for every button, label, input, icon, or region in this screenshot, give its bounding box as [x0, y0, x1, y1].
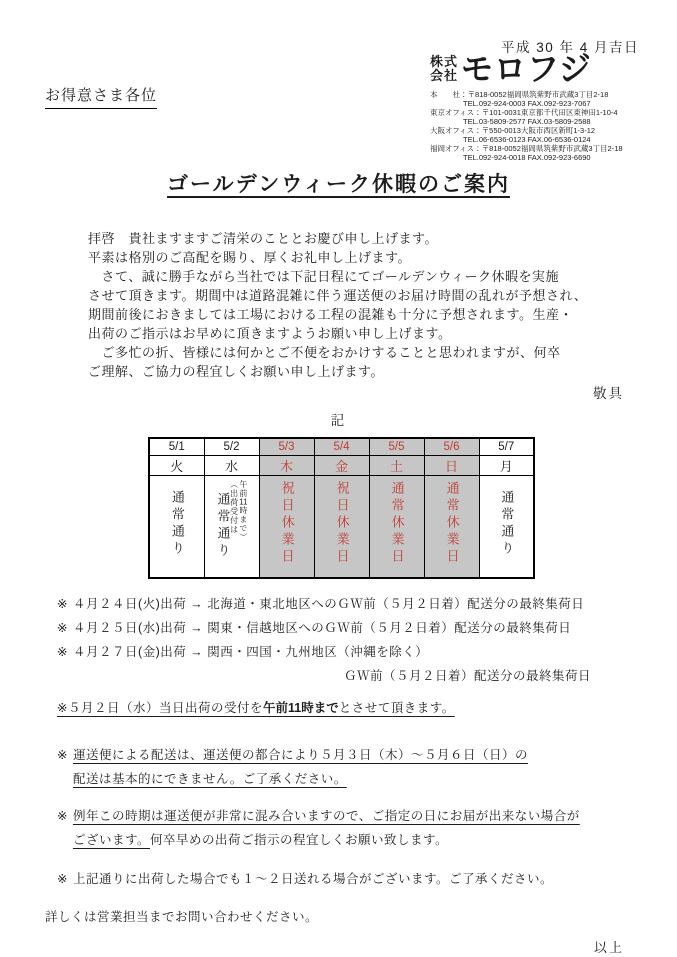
- deadline-bold-time: 午前11時まで: [263, 700, 339, 715]
- recipient-line: お得意さま各位: [45, 84, 157, 109]
- calendar-weekday-cell: 土: [369, 455, 424, 475]
- calendar-date-cell: 5/7: [479, 438, 534, 455]
- closing-keigu: 敬具: [593, 386, 624, 401]
- deadline-note: ※５月２日（水）当日出荷の受付を午前11時までとさせて頂きます。: [57, 700, 455, 715]
- calendar-status-note: 午前11時まで）: [238, 479, 248, 542]
- calendar-weekday-cell: 火: [149, 455, 204, 475]
- courier-note: ※ 運送便による配送は、運送便の都合により５月３日（木）～５月６日（日）の 配送は基本的にできません。ご了承ください。: [57, 747, 528, 786]
- calendar-date-cell: 5/2: [204, 438, 259, 455]
- body-line: さて、誠に勝手ながら当社では下記日程にてゴールデンウィーク休暇を実施: [88, 269, 559, 284]
- contact-line: 詳しくは営業担当までお問い合わせください。: [45, 909, 319, 924]
- shipping-note-continuation: ＧＷ前（５月２日着）配送分の最終集荷日: [344, 668, 592, 683]
- shipping-note: ※ ４月２７日(金)出荷 → 関西・四国・九州地区（沖縄を除く）: [57, 644, 429, 659]
- body-line: ご多忙の折、皆様には何かとご不便をおかけすることと思われますが、何卒: [88, 345, 561, 360]
- calendar-status-cell: 通常休業日: [369, 475, 424, 578]
- calendar-weekday-row: [149, 455, 534, 475]
- office-tokyo: 東京オフィス：〒101-0031東京都千代田区東神田1-10-4 TEL.03-5809-2577 FAX.03-5809-2588: [430, 108, 618, 126]
- calendar-date-cell: 5/1: [149, 438, 204, 455]
- calendar-status-cell: 通常通り: [149, 475, 204, 578]
- page-title: ゴールデンウィーク休暇のご案内: [167, 173, 510, 196]
- end-marker: 以上: [593, 939, 624, 955]
- calendar-weekday-cell: 日: [424, 455, 479, 475]
- calendar-weekday-cell: 水: [204, 455, 259, 475]
- holiday-calendar-table: [148, 437, 535, 579]
- shipping-deadline-notes: [57, 592, 632, 688]
- office-fukuoka: 福岡オフィス：〒818-0052福岡県筑紫野市武蔵3丁目2-18 TEL.092-924-0018 FAX.092-923-6690: [430, 144, 623, 162]
- office-address-block: [430, 90, 677, 162]
- document-date: 平成 30 年 4 月吉日: [500, 40, 639, 55]
- calendar-date-cell: 5/6: [424, 438, 479, 455]
- calendar-status-cell: 通常通り: [479, 475, 534, 578]
- calendar-weekday-cell: 金: [314, 455, 369, 475]
- calendar-weekday-cell: 木: [259, 455, 314, 475]
- calendar-date-cell: 5/3: [259, 438, 314, 455]
- calendar-status-cell: 通常休業日: [424, 475, 479, 578]
- office-osaka: 大阪オフィス：〒550-0013大阪市西区新町1-3-12 TEL.06-6536-0123 FAX.06-6536-0124: [430, 126, 596, 144]
- calendar-status-note: （出荷受付は: [229, 479, 239, 534]
- body-paragraphs: [88, 229, 632, 381]
- company-logo: [430, 52, 677, 86]
- shipping-note: ※ ４月２５日(水)出荷 → 関東・信越地区へのＧＷ前（５月２日着）配送分の最終集荷日: [57, 620, 572, 635]
- body-line: 出荷のご指示はお早めに頂きますようお願い申し上げます。: [88, 326, 452, 341]
- calendar-status-row: [149, 475, 534, 578]
- body-line: ご理解、ご協力の程宜しくお願い申し上げます。: [88, 364, 384, 379]
- company-logo-prefix: 株式 会社: [430, 54, 459, 83]
- calendar-date-cell: 5/5: [369, 438, 424, 455]
- body-line: 平素は格別のご高配を賜り、厚くお礼申し上げます。: [88, 250, 411, 265]
- body-line: させて頂きます。期間中は道路混雑に伴う運送便のお届け時間の乱れが予想され、: [88, 288, 588, 303]
- calendar-weekday-cell: 月: [479, 455, 534, 475]
- document-content: [45, 168, 632, 956]
- shipping-note: ※ ４月２４日(火)出荷 → 北海道・東北地区へのＧＷ前（５月２日着）配送分の最終集荷日: [57, 596, 585, 611]
- body-line: 拝啓 貴社ますますご清栄のこととお慶び申し上げます。: [88, 231, 438, 246]
- office-head: 本 社：〒818-0052福岡県筑紫野市武蔵3丁目2-18 TEL.092-924-0003 FAX.092-923-7067: [430, 90, 609, 108]
- ki-marker: 記: [330, 413, 347, 428]
- delay-note: ※ 上記通りに出荷した場合でも１～２日送れる場合がございます。ご了承ください。: [57, 871, 553, 886]
- body-line: 期間前後におきましては工場における工程の混雑も十分に予想されます。生産・: [88, 307, 573, 322]
- calendar-status-cell: 祝日休業日: [259, 475, 314, 578]
- busy-season-note: ※ 例年この時期は運送便が非常に混み合いますので、ご指定の日にお届が出来ない場合が ございます。何卒早めの出荷ご指示の程宜しくお願い致します。: [57, 808, 580, 847]
- calendar-date-cell: 5/4: [314, 438, 369, 455]
- calendar-status-cell: 祝日休業日: [314, 475, 369, 578]
- company-logo-name: モロフジ: [461, 50, 592, 88]
- company-block: [430, 52, 677, 162]
- calendar-date-row: [149, 438, 534, 455]
- calendar-status-cell: 通常通り （出荷受付は 午前11時まで）: [204, 475, 259, 578]
